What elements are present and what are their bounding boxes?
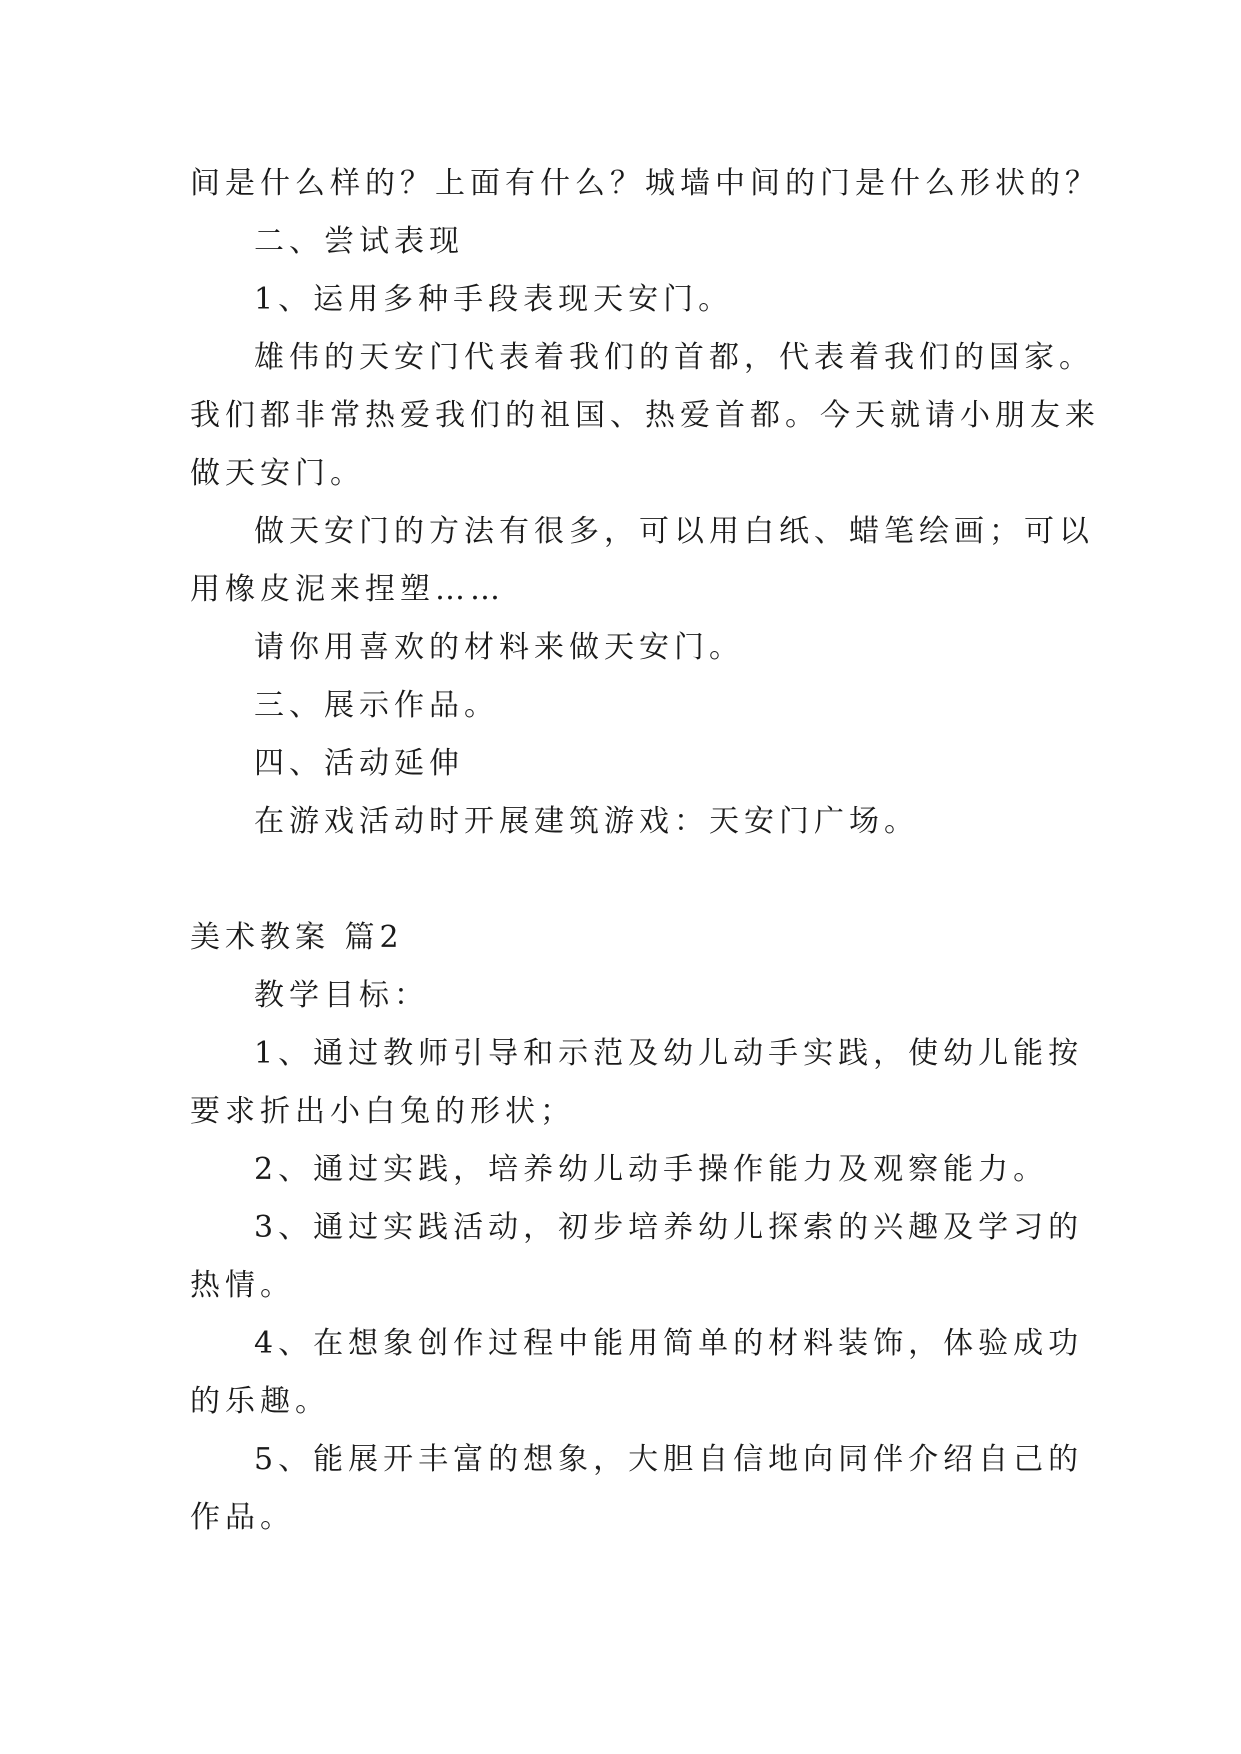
section-heading-extend: 四、活动延伸	[254, 746, 464, 781]
paragraph-line: 雄伟的天安门代表着我们的首都，代表着我们的国家。	[254, 340, 1094, 375]
paragraph-continuation-line: 间是什么样的？上面有什么？城墙中间的门是什么形状的？	[190, 166, 1100, 201]
objective-item-4: 4、在想象创作过程中能用简单的材料装饰，体验成功	[254, 1326, 1084, 1361]
objective-item-4-cont: 的乐趣。	[190, 1384, 330, 1419]
paragraph-line: 做天安门的方法有很多，可以用白纸、蜡笔绘画；可以	[254, 514, 1094, 549]
objective-item-1: 1、通过教师引导和示范及幼儿动手实践，使幼儿能按	[254, 1036, 1084, 1071]
paragraph-line: 我们都非常热爱我们的祖国、热爱首都。今天就请小朋友来	[190, 398, 1100, 433]
objective-item-1-cont: 要求折出小白兔的形状；	[190, 1094, 575, 1129]
section-heading-try: 二、尝试表现	[254, 224, 464, 259]
lesson-title: 美术教案 篇2	[190, 920, 404, 955]
objective-item-5-cont: 作品。	[190, 1500, 295, 1535]
objectives-heading: 教学目标：	[254, 978, 429, 1013]
paragraph-line: 用橡皮泥来捏塑……	[190, 572, 505, 607]
paragraph-line: 做天安门。	[190, 456, 365, 491]
paragraph-line: 请你用喜欢的材料来做天安门。	[254, 630, 744, 665]
objective-item-3: 3、通过实践活动，初步培养幼儿探索的兴趣及学习的	[254, 1210, 1084, 1245]
objective-item-2: 2、通过实践，培养幼儿动手操作能力及观察能力。	[254, 1152, 1049, 1187]
paragraph-line: 在游戏活动时开展建筑游戏：天安门广场。	[254, 804, 919, 839]
objective-item-5: 5、能展开丰富的想象，大胆自信地向同伴介绍自己的	[254, 1442, 1084, 1477]
list-item-1: 1、运用多种手段表现天安门。	[254, 282, 734, 317]
section-heading-show: 三、展示作品。	[254, 688, 499, 723]
objective-item-3-cont: 热情。	[190, 1268, 295, 1303]
